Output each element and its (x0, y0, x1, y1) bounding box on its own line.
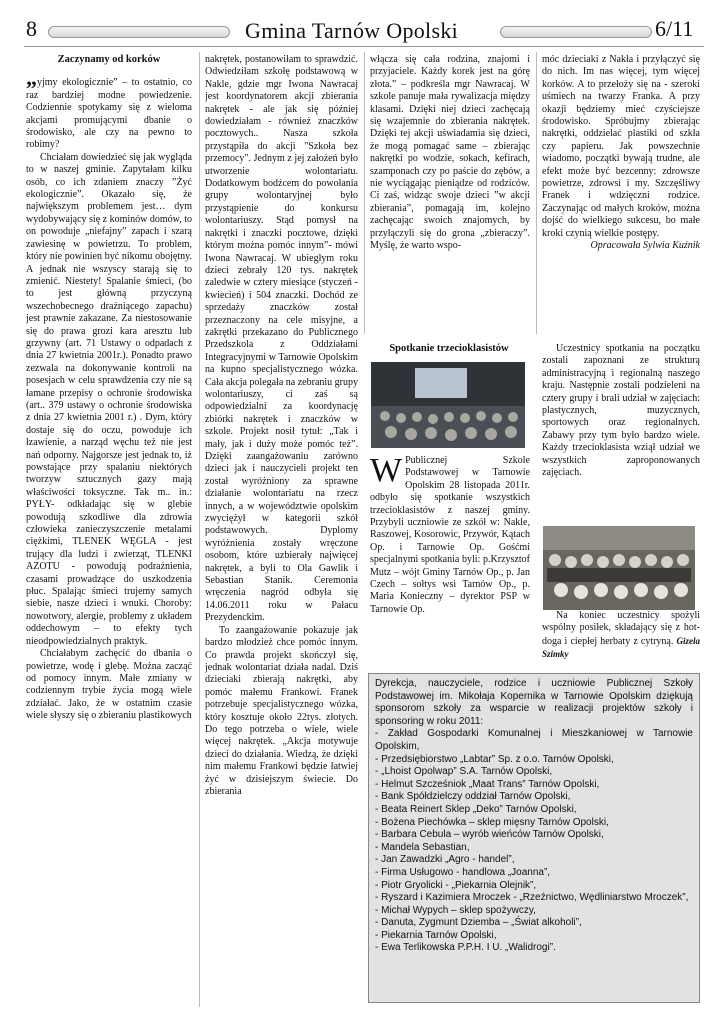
article-column-2 (205, 54, 358, 1009)
article-paragraph: nakrętek, postanowiłam to sprawdzić. Odwiedziłam szkołę podstawową w Nakle, gdzie mgr Iwona Nawracaj jest koordynatorem akcji zbierania nakrętek - ale jak się później dowiedziałam - również znaczków pocztowych.. Nasza szkoła przystąpiła do akcji "Szkoła bez przemocy". Jednym z jej założeń było utworzenie wolontariatu. Dodatkowym bodźcem do powołania grupy wolontaryjnej było przystąpienie do konkursu wolontariuszy. Stąd pomysł na nakrętki i znaczki pocztowe, dzięki którym można pomóc innym”- mówi Iwona Nawracaj. W ubiegłym roku dzieci zebrały 120 tys. nakrętek zaledwie w cztery miesiące (styczeń - kwiecień) i 504 znaczki. Dochód ze sprzedaży znaczków został przeznaczony na cele misyjne, a zakrętki przekazano do Publicznego Przedszkola z Oddziałami Integracyjnymi w Tarnowie Opolskim na kupno specjalistycznego wózka. Cała akcja polegała na zebraniu grupy wolontariuszy, ci zaś są odpowiedzialni za koordynację zbiórki nakrętek i znaczków w szkole. Projekt nosił tytuł: „Tak i mały, jak i duży może pomóc też”. Dzięki zaangażowaniu zarówno dzieci jak i nauczycieli projekt ten został wyróżniony za sprawne działanie wolontariatu na rzecz innych, a w województwie opolskim zwyciężył w kategorii szkół podstawowych. Dyplomy wyróżnienia zostały wręczone osobom, które uzbierały najwięcej nakrętek, a byli to Ola Gawlik i Sebastian Stanik. Ceremonia wręczenia nagród odbyła się 14.06.2011 roku w Pałacu Prezydenckim. (205, 54, 358, 624)
sponsor-item: - Ewa Terlikowska P.P.H. I U. „Walidrogi”. (375, 942, 556, 954)
sponsor-item: - Michał Wypych – sklep spożywczy, (375, 904, 536, 916)
sponsor-item: - Helmut Szcześniok „Maat Trans” Tarnów Opolski, (375, 778, 600, 790)
sponsors-list (375, 728, 693, 955)
article2-signature: Gizela Szimky (542, 635, 700, 660)
sponsor-item: - Firma Usługowo - handlowa „Joanna”, (375, 866, 551, 878)
opening-quote-mark: „ (26, 65, 37, 91)
sponsor-item: - Barbara Cebula – wyrób wieńców Tarnów Opolski, (375, 829, 604, 841)
column-divider (199, 52, 200, 1007)
article-column-3 (370, 54, 530, 336)
sponsor-item: - Jan Zawadzki „Agro - handel”, (375, 854, 515, 866)
article-paragraph: To zaangażowanie pokazuje jak bardzo młodzież chce pomóc innym. Co prawda projekt skończył się, jednak wolontariat działa nadal. Dziś dzieciaki zbierają nakrętki, aby pomóc małemu Frankowi. Franek potrzebuje specjalistycznego wózka, który kosztuje około 22tys. złotych. Do tego potrzeba o wiele, wiele więcej nakrętek. „Akcja motywuje dzieci do działania. Wiedzą, że dzięki nim małemu Frankowi będzie łatwiej żyć w dzisiejszym świecie. Do zbierania (205, 624, 358, 797)
sponsor-item: - Przedsiębiorstwo „Labtar” Sp. z o.o. Tarnów Opolski, (375, 753, 614, 765)
photo-children-group (543, 526, 695, 610)
sponsor-item: - Ryszard i Kazimiera Mroczek - „Rzeźnictwo, Wędliniarstwo Mroczek”, (375, 892, 689, 904)
article-signature: Opracowała Sylwia Kuźnik (590, 240, 700, 252)
article-paragraph: Chciałam dowiedzieć się jak wygląda to w naszej gminie. Zapytałam kilku osób, co ich zdaniem znaczy ”Żyć ekologicznie”. Okazało się, że największym problemem jest… dym wydobywający się z kominów domów, to on powoduje „niefajny” zapach i szarą zawiesinę w powietrzu. To problem, który nie powinien być nikomu obojętny. A jednak nie wszyscy starają się to zmienić. Niestety! Spalanie śmieci, (bo to jest główną przyczyną wszechobecnego drażniącego zapachu) jest prawnie zakazane. Za niestosowanie się do prawa grozi kara aresztu lub grzywny (art. 71 Ustawy o odpadach z dnia 27 kwietnia 2001r.). Ponadto prawo zezwala na dokonywanie kontroli na posesjach w celu sprawdzenia czy nie są łamane przepisy o ochronie środowiska (art.. 379 ustawy o ochronie środowiska z dnia 27 kwietnia 2001 r.) . Dym, który dostaje się do oczu, powoduje ich łzawienie, a narząd węchu też nie jest nań odporny. Najgorsze jest jednak to, iż powstające przy spalaniu niektórych tworzyw sztucznych gazy mają właściwości toksyczne. Tak m.. in.: PYŁY- odkładając się w glebie powodują szkodliwe dla zdrowia człowieka zanieczyszczenie metalami ciężkimi, TLENEK WĘGLA - jest trujący dla ludzi i zwierząt, TLENKI AZOTU - powodują podrażnienia, czasami prowadzące do uszkodzenia płuc. Spalając śmieci trujemy samych siebie, nasze dzieci i wnuki. Choroby: nowotwory, alergie, problemy z układem oddechowym – to efekty tych nieodpowiedzialnych praktyk. (26, 151, 192, 647)
sponsor-item: - Bank Spółdzielczy oddział Tarnów Opolski, (375, 791, 571, 803)
sponsor-item: - Bożena Piechówka – sklep mięsny Tarnów Opolski, (375, 816, 609, 828)
column-divider (536, 52, 537, 334)
article2-column-left (370, 455, 530, 670)
article-paragraph: „yjmy ekologicznie” – to ostatnio, co raz bardziej modne powiedzenie. Codziennie spotykamy się z wieloma akcjami promującymi dbanie o środowisko, ale czy na pewno to robimy? (26, 65, 192, 151)
sponsor-item: - „Lhoist Opolwap” S.A. Tarnów Opolski, (375, 766, 553, 778)
sponsors-intro: Dyrekcja, nauczyciele, rodzice i uczniowie Publicznej Szkoły Podstawowej im. Mikołaja Kopernika w Tarnowie Opolskim dziękują sponsorom szkoły za wsparcie w realizacji projektów szkoły i sponsoring w roku 2011: (375, 678, 693, 727)
page-title: Gmina Tarnów Opolski (245, 18, 459, 43)
sponsor-item: - Beata Reinert Sklep „Deko” Tarnów Opolski, (375, 803, 577, 815)
article-column-1 (26, 54, 192, 1009)
column-divider (364, 52, 365, 334)
header-ornament-left (48, 26, 230, 38)
sponsor-item: - Zakład Gospodarki Komunalnej i Mieszkaniowej w Tarnowie Opolskim, (375, 728, 693, 752)
article2-column-end (542, 610, 700, 672)
article2-heading-box (370, 343, 528, 357)
article-paragraph: móc dzieciaki z Nakła i przyłączyć się do nich. Im nas więcej, tym więcej korków. A to przełoży się na - szeroki uśmiech na twarzy Franka. A przy okazji będziemy mieć czyściejsze środowisko. Spróbujmy zbierając nakrętki, oddzielać plastiki od szkła czy papieru. Jak powszechnie wiadomo, początki bywają trudne, ale efekt może być bezcenny: zdrowsze powietrze, zdrowsi i my. Szczęśliwy Franek i wdzięczni rodzice. Zaczynając od małych kroków, można dojść do wielkiego sukcesu, bo małe kroki czynią wielkie postępy. (542, 54, 700, 239)
article2-heading: Spotkanie trzecioklasistów (389, 343, 509, 354)
sponsor-item: - Piekarnia Tarnów Opolski, (375, 929, 497, 941)
page-number-right: 6/11 (655, 16, 694, 41)
sponsor-item: - Danuta, Zygmunt Dziemba – „Świat alkoholi”, (375, 917, 582, 929)
article-column-4 (542, 54, 700, 336)
article-paragraph: włącza się cała rodzina, znajomi i przyjaciele. Każdy korek jest na górę złota.” – podkreśla mgr Nawracaj. W szkole panuje mała rywalizacja między klasami. Dzięki niej dzieci zachęcają się wzajemnie do zbierania nakrętek. Dzięki tej akcji uświadamia się dzieci, że mogą pomagać same – zbierając nakrętki po wodzie, sokach, kefirach, szamponach czy po paście do zębów, a nie wyciągając pieniądze od rodziców. Ci zaś, widząc swoje dzieci ”w akcji zbierania”, pomagają im, kolejno zachęcając swoich znajomych, by przyłączyli się do grona „zbieraczy”. Myślę, że warto wspo- (370, 54, 530, 252)
article-paragraph: Chciałabym zachęcić do dbania o powietrze, wodę i glebę. Można zacząć od pomocy innym. Małe zmiany w codziennym trybie życia mogą wiele zdziałać. Jako, że w ostatnim czasie wiele słyszy się o zbieraniu plastikowych (26, 648, 192, 722)
header-rule (24, 46, 704, 47)
article-paragraph: Na koniec uczestnicy spożyli wspólny posiłek, składający się z hot-doga i ciepłej herbaty z cytryną. Gizela Szimky (542, 610, 700, 660)
article-paragraph: Uczestnicy spotkania na początku zostali zapoznani ze strukturą administracyjną i regionalną naszego kraju. Następnie zostali podzieleni na cztery grupy i brali udział w zajęciach: plastycznych, muzycznych, sportowych oraz regionalnych. Zabawy przy tym było bardzo wiele. Każdy trzecioklasista wziął udział we wszystkich zaproponowanych zajęciach. (542, 343, 700, 479)
drop-cap: W (370, 455, 403, 489)
article2-column-right (542, 343, 700, 523)
sponsor-item: - Mandela Sebastian, (375, 841, 470, 853)
photo-classroom-meeting (371, 362, 525, 448)
header-ornament-right (500, 26, 652, 38)
sponsor-item: - Piotr Gryolicki - „Piekarnia Olejnik”, (375, 879, 537, 891)
article-heading: Zaczynamy od korków (57, 54, 161, 65)
article-paragraph: W Publicznej Szkole Podstawowej w Tarnowie Opolskim 28 listopada 2011r. odbyło się spotkanie wszystkich trzecioklasistów z naszej gminy. Przybyli uczniowie ze szkół w: Nakle, Raszowej, Kosorowic, Przywór, Kątach Op. i Tarnowie Op. Gośćmi specjalnymi spotkania byli: p.Krzysztof Mutz – wójt Gminy Tarnów Op., p. Jan Czech – sołtys wsi Tarnów Op., p. Maria Konieczny – dyrektor PSP w Tarnowie Op. (370, 455, 530, 615)
sponsors-thanks-box (368, 673, 700, 1003)
page-number-left: 8 (26, 16, 37, 41)
